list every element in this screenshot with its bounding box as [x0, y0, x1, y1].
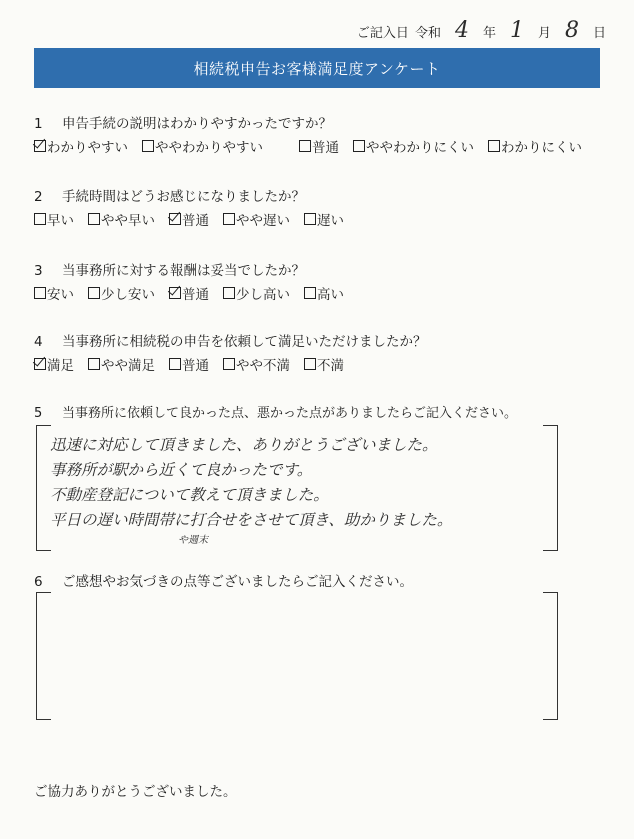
question-number: 1	[34, 116, 43, 132]
question-4-options	[34, 354, 344, 374]
checkbox-icon[interactable]	[304, 287, 316, 299]
q2-option-2[interactable]: やや早い	[88, 209, 155, 229]
question-number: 6	[34, 574, 43, 590]
survey-title-bar	[34, 48, 600, 88]
checkbox-icon[interactable]	[88, 213, 100, 225]
q1-option-4[interactable]: ややわかりにくい	[353, 136, 474, 156]
q3-option-2[interactable]: 少し安い	[88, 283, 155, 303]
question-2-options	[34, 209, 344, 229]
comment-box-5[interactable]	[36, 425, 558, 549]
month-unit: 月	[537, 26, 551, 41]
checkbox-checked-icon[interactable]	[169, 213, 181, 225]
checkbox-icon[interactable]	[304, 358, 316, 370]
checkbox-icon[interactable]	[223, 287, 235, 299]
bracket-left	[36, 425, 51, 551]
question-text: 当事務所に相続税の申告を依頼して満足いただけましたか？	[62, 334, 427, 350]
checkbox-checked-icon[interactable]	[34, 358, 46, 370]
q2-option-5[interactable]: 遅い	[304, 209, 344, 229]
q2-option-3[interactable]: 普通	[169, 209, 209, 229]
checkbox-icon[interactable]	[299, 140, 311, 152]
q1-option-5[interactable]: わかりにくい	[488, 136, 582, 156]
handwritten-comment	[50, 433, 538, 533]
q4-option-2[interactable]: やや満足	[88, 354, 155, 374]
q3-option-5[interactable]: 高い	[304, 283, 344, 303]
comment-line: 事務所が駅から近くて良かったです。	[50, 461, 313, 479]
checkbox-icon[interactable]	[142, 140, 154, 152]
closing-message: ご協力ありがとうございました。	[34, 784, 237, 800]
q1-option-3[interactable]: 普通	[299, 136, 339, 156]
q2-option-4[interactable]: やや遅い	[223, 209, 290, 229]
question-number: 2	[34, 189, 43, 205]
q4-option-4[interactable]: やや不満	[223, 354, 290, 374]
date-label: ご記入日	[356, 26, 409, 41]
question-3-options	[34, 283, 344, 303]
year-unit: 年	[482, 26, 496, 41]
checkbox-icon[interactable]	[34, 213, 46, 225]
question-text: 手続時間はどうお感じになりましたか？	[62, 189, 305, 205]
checkbox-icon[interactable]	[169, 358, 181, 370]
comment-line: 不動産登記について教えて頂きました。	[50, 486, 329, 504]
question-number: 3	[34, 263, 43, 279]
checkbox-icon[interactable]	[488, 140, 500, 152]
comment-line: 平日の遅い時間帯に打合せをさせて頂き、助かりました。	[50, 511, 453, 529]
question-number: 4	[34, 334, 43, 350]
q3-option-3[interactable]: 普通	[169, 283, 209, 303]
comment-insert-note: や週末	[178, 535, 208, 546]
question-text: ご感想やお気づきの点等ございましたらご記入ください。	[62, 574, 413, 590]
q4-option-1[interactable]: 満足	[34, 354, 74, 374]
question-number: 5	[34, 406, 43, 421]
checkbox-icon[interactable]	[223, 358, 235, 370]
year-value[interactable]: 4	[454, 18, 469, 43]
question-1-options	[34, 136, 582, 156]
q2-option-1[interactable]: 早い	[34, 209, 74, 229]
checkbox-icon[interactable]	[34, 287, 46, 299]
question-1	[34, 112, 332, 132]
comment-line: 迅速に対応して頂きました、ありがとうございました。	[50, 436, 438, 454]
q4-option-5[interactable]: 不満	[304, 354, 344, 374]
question-4	[34, 330, 427, 350]
question-6	[34, 570, 413, 590]
comment-box-6[interactable]	[36, 592, 558, 718]
checkbox-icon[interactable]	[304, 213, 316, 225]
checkbox-checked-icon[interactable]	[34, 140, 46, 152]
date-row	[357, 18, 606, 43]
question-text: 当事務所に依頼して良かった点、悪かった点がありましたらご記入ください。	[62, 406, 518, 421]
question-text: 当事務所に対する報酬は妥当でしたか？	[62, 263, 305, 279]
day-unit: 日	[592, 26, 606, 41]
bracket-right	[543, 425, 558, 551]
bracket-right	[543, 592, 558, 720]
era-label: 令和	[414, 26, 441, 41]
question-3	[34, 259, 305, 279]
q4-option-3[interactable]: 普通	[169, 354, 209, 374]
checkbox-icon[interactable]	[223, 213, 235, 225]
day-value[interactable]: 8	[564, 18, 579, 43]
checkbox-icon[interactable]	[353, 140, 365, 152]
checkbox-icon[interactable]	[88, 287, 100, 299]
q1-option-2[interactable]: ややわかりやすい	[142, 136, 263, 156]
question-2	[34, 185, 305, 205]
q1-option-1[interactable]: わかりやすい	[34, 136, 128, 156]
checkbox-icon[interactable]	[88, 358, 100, 370]
bracket-left	[36, 592, 51, 720]
q3-option-1[interactable]: 安い	[34, 283, 74, 303]
question-text: 申告手続の説明はわかりやすかったですか？	[62, 116, 332, 132]
q3-option-4[interactable]: 少し高い	[223, 283, 290, 303]
question-5	[34, 402, 517, 421]
checkbox-checked-icon[interactable]	[169, 287, 181, 299]
survey-title: 相続税申告お客様満足度アンケート	[193, 59, 441, 78]
month-value[interactable]: 1	[509, 18, 524, 43]
